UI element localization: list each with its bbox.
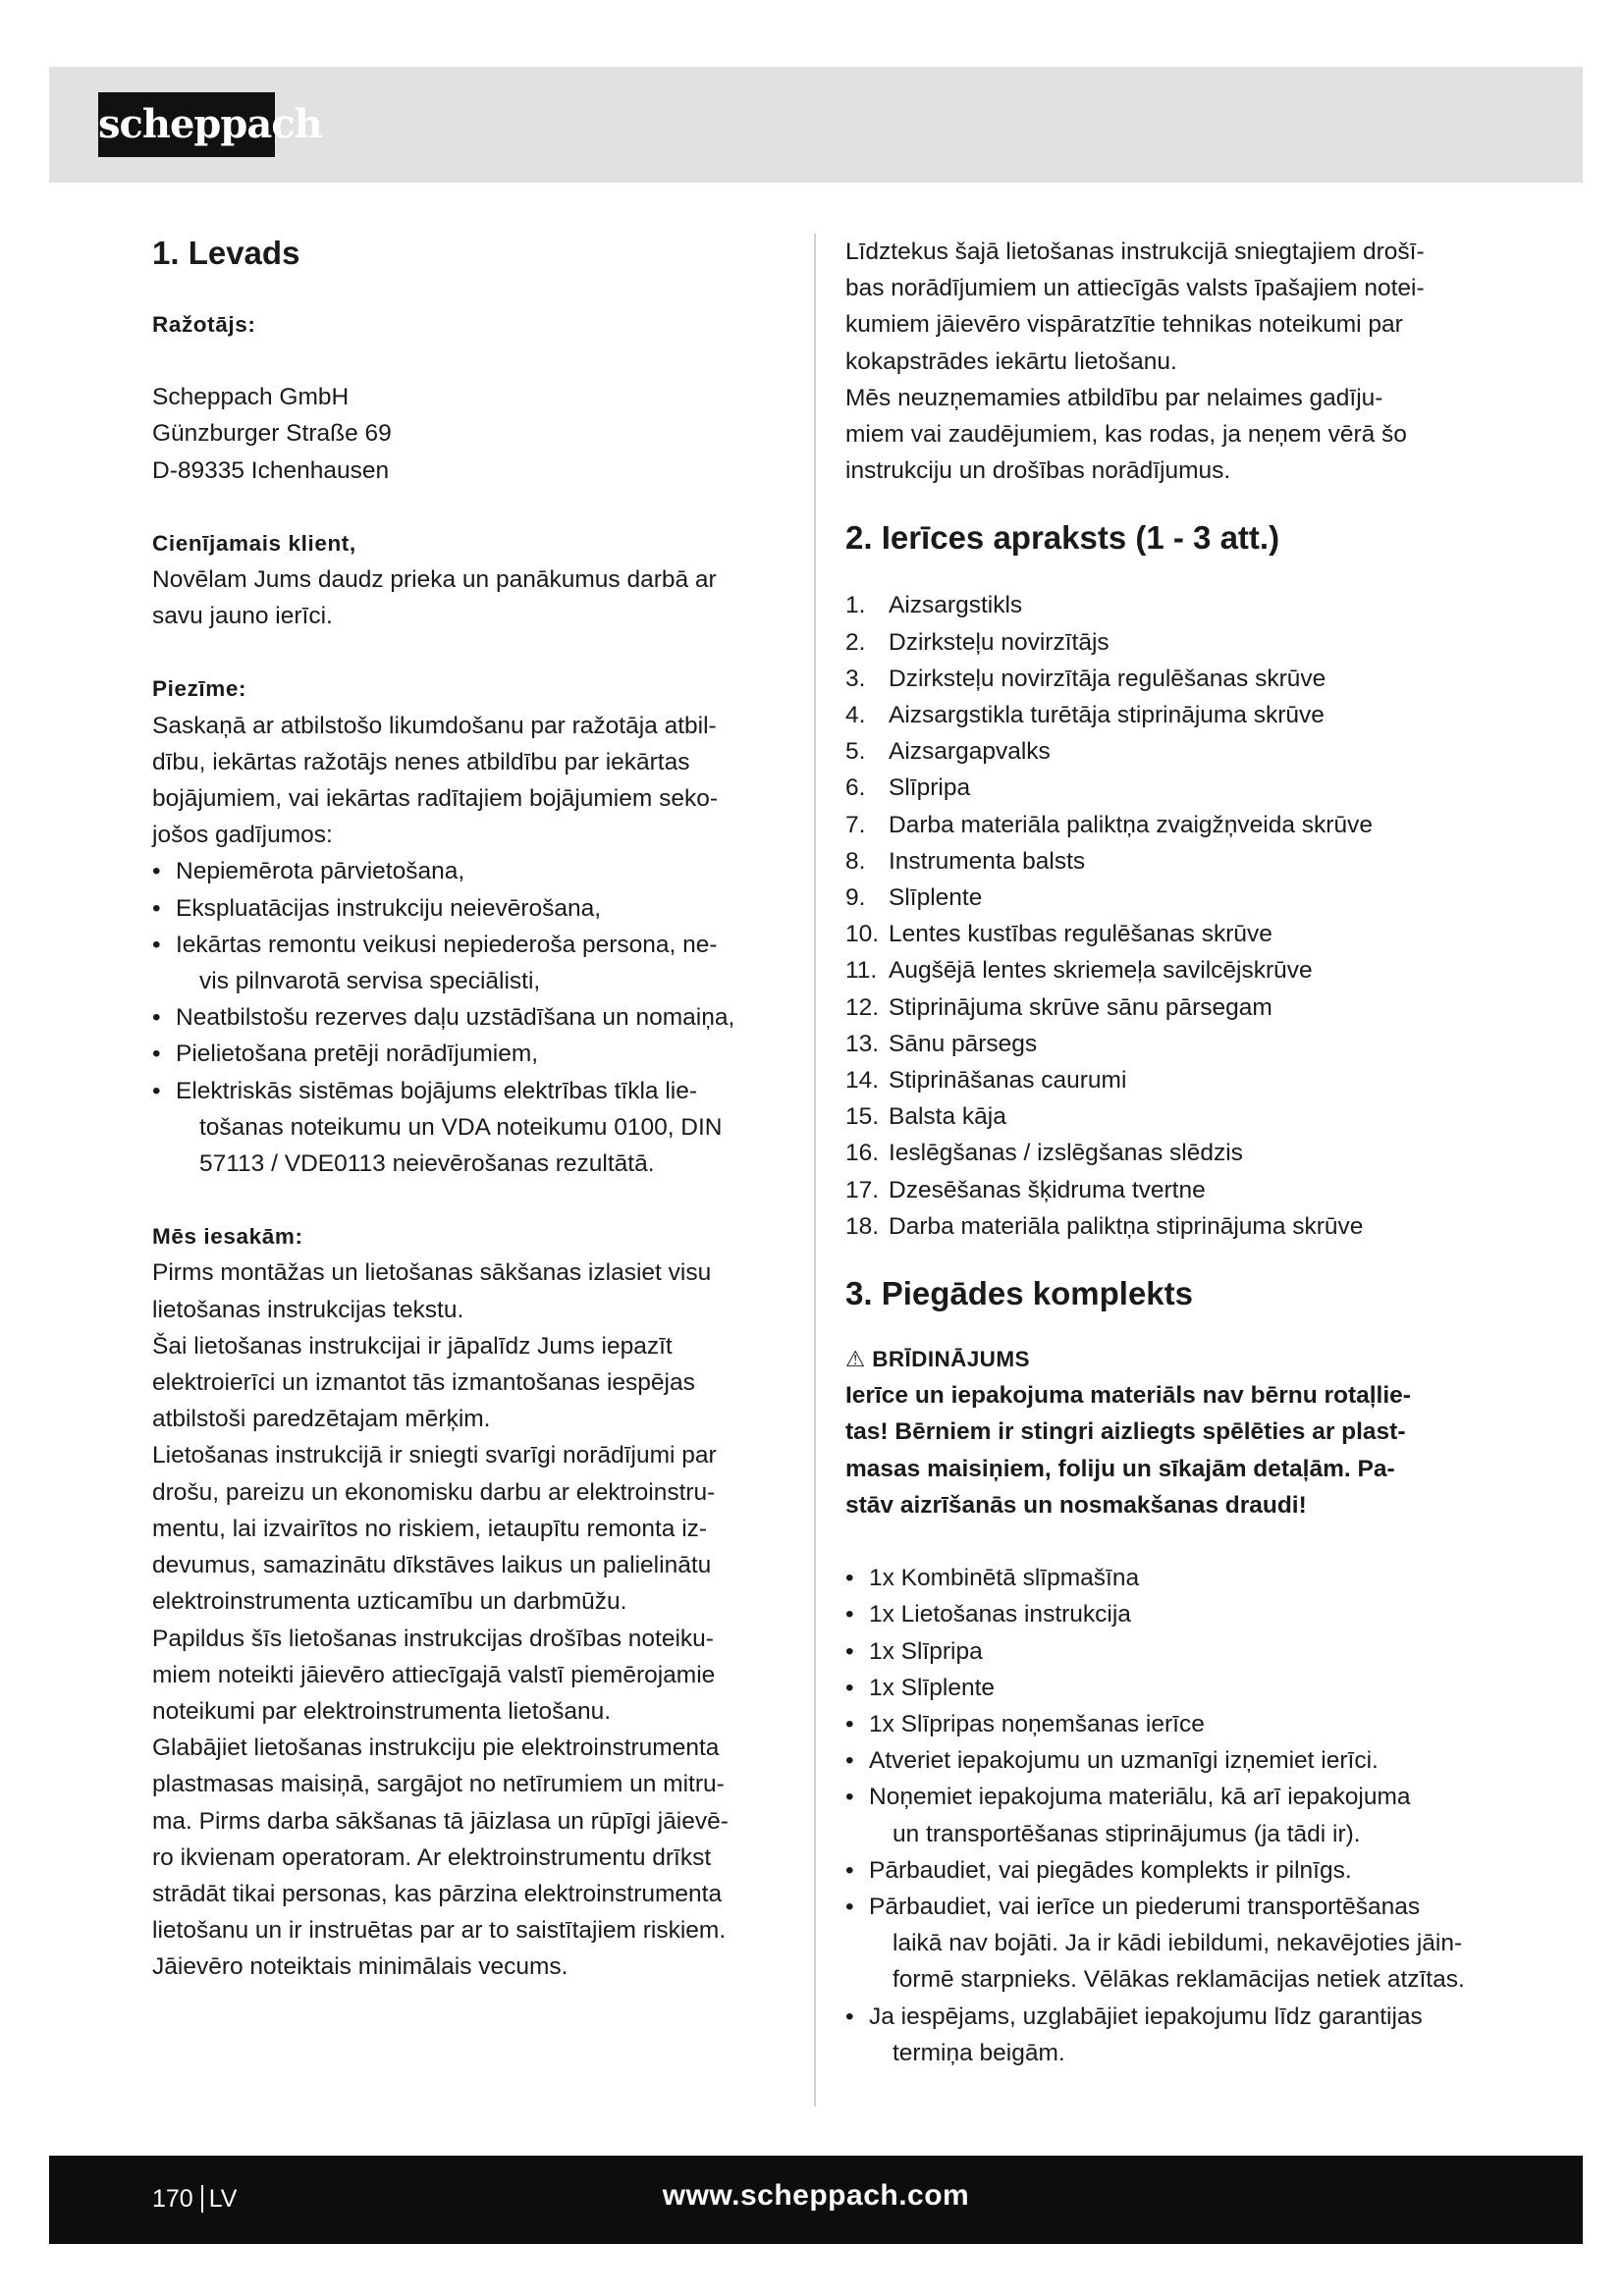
section-heading-delivery: 3. Piegādes komplekts [845, 1275, 1193, 1312]
dear-customer-label: Cienījamais klient, [152, 530, 356, 556]
parts-list [845, 587, 1484, 1245]
list-item: 8. Instrumenta balsts [845, 847, 1086, 875]
list-item: • 1x Lietošanas instrukcija [845, 1596, 1484, 1632]
manufacturer-label: Ražotājs: [152, 312, 256, 337]
list-item: 12. Stiprinājuma skrūve sānu pārsegam [845, 993, 1272, 1021]
text-line: savu jauno ierīci. [152, 603, 333, 630]
intro-text: Līdztekus šajā lietošanas instrukcijā sniegtajiem drošī- bas norādījumiem un attiecīgās valsts īpašajiem notei- kumiem jāievēro vispāratzītie tehnikas noteikumi par kokapstrādes iekārtu lietošanu. Mēs neuzņemamies atbildību par nelaimes gadīju- miem vai zaudējumiem, kas rodas, ja neņem vērā šo instrukciju un drošības norādījumus. [845, 239, 1425, 485]
list-item: 5. Aizsargapvalks [845, 738, 1051, 766]
list-item: 14. Stiprināšanas caurumi [845, 1067, 1127, 1095]
footer-band [49, 2156, 1583, 2244]
warning-text: Ierīce un iepakojuma materiāls nav bērnu rotaļlie- tas! Bērniem ir stingri aizliegts spēlēties ar plast- masas maisiņiem, foliju un sīkajām detaļām. Pa- stāv aizrīšanās un nosmakšanas draudi! [845, 1382, 1411, 1519]
address-line: D-89335 Ichenhausen [152, 456, 390, 484]
list-item: 2. Dzirksteļu novirzītājs [845, 628, 1110, 656]
list-item: • 1x Slīpripa [845, 1633, 1484, 1670]
list-item: • 1x Slīplente [845, 1670, 1484, 1706]
list-item: • Elektriskās sistēmas bojājums elektrības tīkla lie- tošanas noteikumu un VDA noteikumu 0100, DIN 57113 / VDE0113 neievērošanas rezultātā. [152, 1073, 786, 1183]
list-item: 11. Augšējā lentes skriemeļa savilcējskrūve [845, 957, 1313, 985]
list-item: • 1x Kombinētā slīpmašīna [845, 1560, 1484, 1596]
section-heading-introduction: 1. Levads [152, 235, 300, 271]
note-label: Piezīme: [152, 676, 247, 702]
list-item: 9. Slīplente [845, 884, 983, 912]
list-item: • Neatbilstošu rezerves daļu uzstādīšana un nomaiņa, [152, 999, 786, 1036]
address-line: Scheppach GmbH [152, 384, 350, 411]
scheppach-logo: scheppach [98, 92, 275, 157]
list-item: 3. Dzirksteļu novirzītāja regulēšanas skrūve [845, 665, 1326, 692]
page-number: 170 LV [152, 2185, 238, 2213]
website-link[interactable]: www.scheppach.com [662, 2179, 970, 2212]
list-item: 10. Lentes kustības regulēšanas skrūve [845, 921, 1272, 948]
text-line: Novēlam Jums daudz prieka un panākumus darbā ar [152, 566, 717, 594]
list-item: • Pārbaudiet, vai ierīce un piederumi transportēšanas laikā nav bojāti. Ja ir kādi iebildumi, nekavējoties jāin- formē starpnieks. Vēlākas reklamācijas netiek atzītas. [845, 1889, 1484, 1999]
list-item: 7. Darba materiāla paliktņa zvaigžņveida skrūve [845, 811, 1373, 838]
list-item: • 1x Slīpripas noņemšanas ierīce [845, 1706, 1484, 1742]
list-item: 4. Aizsargstikla turētāja stiprinājuma skrūve [845, 702, 1325, 729]
list-item: • Nepiemērota pārvietošana, [152, 853, 786, 889]
text-line: jošos gadījumos: [152, 822, 333, 849]
list-item: • Noņemiet iepakojuma materiālu, kā arī iepakojuma un transportēšanas stiprinājumus (ja tādi ir). [845, 1779, 1484, 1851]
list-item: • Pielietošana pretēji norādījumiem, [152, 1036, 786, 1072]
list-item: 15. Balsta kāja [845, 1103, 1006, 1131]
list-item: 6. Slīpripa [845, 774, 971, 802]
warning-title: ⚠ BRĪDINĀJUMS [845, 1347, 1030, 1372]
delivery-list [845, 1560, 1484, 2071]
right-column [845, 234, 1484, 2071]
list-item: 17. Dzesēšanas šķidruma tvertne [845, 1176, 1206, 1203]
list-item: 1. Aizsargstikls [845, 592, 1023, 619]
column-divider [814, 234, 816, 2107]
recommendation-text: Pirms montāžas un lietošanas sākšanas izlasiet visu lietošanas instrukcijas tekstu. Šai lietošanas instrukcijai ir jāpalīdz Jums iepazīt elektroierīci un izmantot tās izmantošanas iespējas atbilstoši paredzētajam mērķim. Lietošanas instrukcijā ir sniegti svarīgi norādījumi par drošu, pareizu un ekonomisku darbu ar elektroinstru- mentu, lai izvairītos no riskiem, ietaupītu remonta iz- devumus, samazinātu dīkstāves laikus un palielinātu elektroinstrumenta uzticamību un darbmūžu. Papildus šīs lietošanas instrukcijas drošības noteiku- miem noteikti jāievēro attiecīgajā valstī piemērojamie noteikumi par elektroinstrumenta lietošanu. Glabājiet lietošanas instrukciju pie elektroinstrumenta plastmasas maisiņā, sargājot no netīrumiem un mitru- ma. Pirms darba sākšanas tā jāizlasa un rūpīgi jāievē- ro ikvienam operatoram. Ar elektroinstrumentu drīkst strādāt tikai personas, kas pārzina elektroinstrumenta lietošanu un ir instruētas par ar to saistītajiem riskiem. Jāievēro noteiktais minimālais vecums. [152, 1259, 729, 1981]
list-item: • Ja iespējams, uzglabājiet iepakojumu līdz garantijas termiņa beigām. [845, 1999, 1484, 2071]
text-line: Saskaņā ar atbilstošo likumdošanu par ražotāja atbil- [152, 712, 717, 739]
list-item: 16. Ieslēgšanas / izslēgšanas slēdzis [845, 1140, 1243, 1167]
manufacturer-address [152, 379, 786, 489]
address-line: Günzburger Straße 69 [152, 420, 392, 448]
list-item: • Ekspluatācijas instrukciju neievērošana, [152, 890, 786, 927]
list-item: • Pārbaudiet, vai piegādes komplekts ir pilnīgs. [845, 1852, 1484, 1889]
recommendation-label: Mēs iesakām: [152, 1224, 303, 1250]
section-heading-device-description: 2. Ierīces apraksts (1 - 3 att.) [845, 519, 1280, 557]
left-column [152, 234, 786, 1986]
list-item: 18. Darba materiāla paliktņa stiprinājuma skrūve [845, 1212, 1364, 1240]
text-line: bojājumiem, vai iekārtas radītajiem bojājumiem seko- [152, 785, 718, 813]
list-item: • Atveriet iepakojumu un uzmanīgi izņemiet ierīci. [845, 1742, 1484, 1779]
text-line: dību, iekārtas ražotājs nenes atbildību par iekārtas [152, 748, 690, 775]
list-item: 13. Sānu pārsegs [845, 1030, 1038, 1057]
language-code: LV [201, 2185, 238, 2213]
list-item: • Iekārtas remontu veikusi nepiederoša persona, ne- vis pilnvarotā servisa speciālisti, [152, 927, 786, 999]
